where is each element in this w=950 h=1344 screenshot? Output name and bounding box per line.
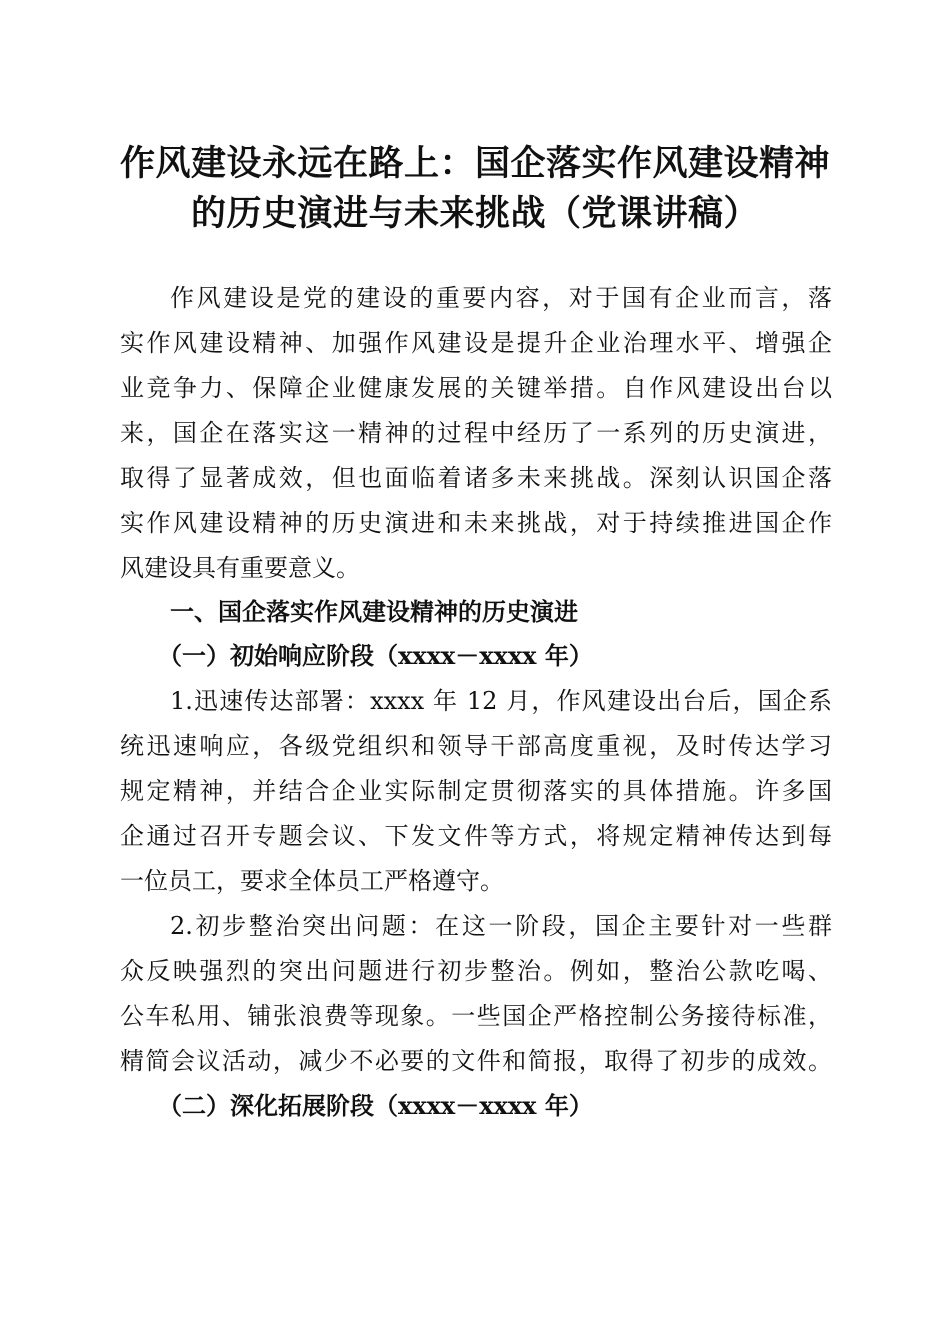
section-1-heading: 一、国企落实作风建设精神的历史演进 [170,598,578,626]
intro-line-3: 业竞争力、保障企业健康发展的关键举措。自作风建设出台以 [120,374,832,402]
intro-line-6: 实作风建设精神的历史演进和未来挑战，对于持续推进国企作 [120,509,832,537]
item-1-line-2: 统迅速响应，各级党组织和领导干部高度重视，及时传达学习 [120,732,832,760]
intro-line-4: 来，国企在落实这一精神的过程中经历了一系列的历史演进， [120,419,832,447]
subsection-1-heading: （一）初始响应阶段（xxxx－xxxx 年） [158,641,593,670]
item-1-line-1: 1.迅速传达部署：xxxx 年 12 月，作风建设出台后，国企系 [170,687,832,715]
intro-line-5: 取得了显著成效，但也面临着诸多未来挑战。深刻认识国企落 [120,464,832,492]
intro-line-7: 风建设具有重要意义。 [120,554,360,582]
item-1-line-5: 一位员工，要求全体员工严格遵守。 [120,867,504,895]
item-2-line-1: 2.初步整治突出问题：在这一阶段，国企主要针对一些群 [170,912,832,940]
item-2-line-3: 公车私用、铺张浪费等现象。一些国企严格控制公务接待标准， [120,1002,832,1030]
item-2-line-2: 众反映强烈的突出问题进行初步整治。例如，整治公款吃喝、 [120,957,832,985]
title-line-1: 作风建设永远在路上：国企落实作风建设精神 [119,144,830,184]
item-2-line-4: 精简会议活动，减少不必要的文件和简报，取得了初步的成效。 [120,1047,832,1075]
item-1-line-4: 企通过召开专题会议、下发文件等方式，将规定精神传达到每 [120,822,832,850]
intro-line-1: 作风建设是党的建设的重要内容，对于国有企业而言，落 [170,284,832,312]
item-1-line-3: 规定精神，并结合企业实际制定贯彻落实的具体措施。许多国 [120,777,832,805]
intro-line-2: 实作风建设精神、加强作风建设是提升企业治理水平、增强企 [120,329,832,357]
title-line-2: 的历史演进与未来挑战（党课讲稿） [190,194,759,234]
subsection-2-heading: （二）深化拓展阶段（xxxx－xxxx 年） [158,1091,593,1120]
